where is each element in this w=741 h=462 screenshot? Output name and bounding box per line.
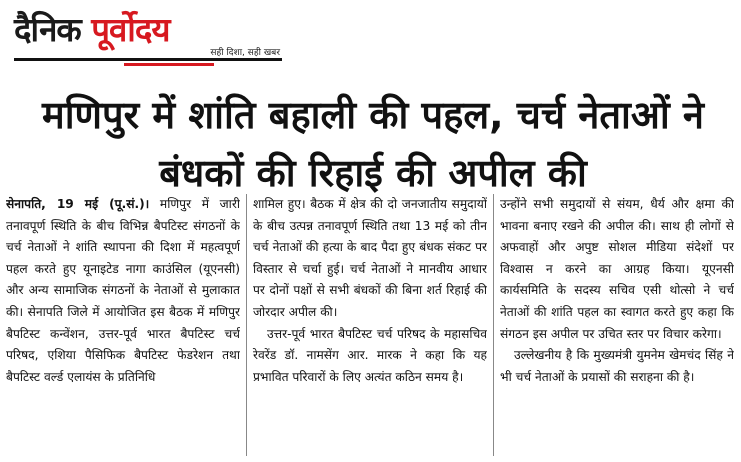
article-column-2 bbox=[246, 194, 487, 456]
article-paragraph: उल्लेखनीय है कि मुख्यमंत्री युमनेम खेमचंद सिंह ने भी चर्च नेताओं के प्रयासों की सराहना की है। bbox=[500, 348, 734, 384]
article-headline: मणिपुर में शांति बहाली की पहल, चर्च नेताओं ने बंधकों की रिहाई की अपील की bbox=[41, 93, 704, 195]
article-dateline: सेनापति, 19 मई (पू.सं.)। bbox=[6, 197, 150, 211]
logo-text-black: दैनिक bbox=[14, 10, 92, 49]
article-column-3 bbox=[493, 194, 734, 456]
newspaper-logo bbox=[14, 6, 170, 51]
article-paragraph: शामिल हुए। बैठक में क्षेत्र की दो जनजातीय समुदायों के बीच उत्पन्न तनावपूर्ण स्थिति तथा 13 मई को तीन चर्च नेताओं की हत्या के बाद पैदा हुए बंधक संकट पर विस्तार से चर्चा हुई। चर्च नेताओं ने मानवीय आधार पर दोनों पक्षों से सभी बंधकों की बिना शर्त रिहाई की जोरदार अपील की। bbox=[253, 197, 487, 319]
masthead-tagline: सही दिशा, सही खबर bbox=[210, 48, 280, 58]
article-paragraph: मणिपुर में जारी तनावपूर्ण स्थिति के बीच विभिन्न बैपटिस्ट संगठनों के चर्च नेताओं ने शांति स्थापना की दिशा में महत्वपूर्ण पहल करते हुए यूनाइटेड नागा काउंसिल (यूएनसी) और अन्य सामाजिक संगठनों के नेताओं से मुलाकात की। सेनापति जिले में आयोजित इस बैठक में मणिपुर बैपटिस्ट कन्वेंशन, उत्तर-पूर्व भारत बैपटिस्ट चर्च परिषद, एशिया पैसिफिक बैपटिस्ट फेडरेशन तथा बैपटिस्ट वर्ल्ड एलायंस के प्रतिनिधि bbox=[6, 197, 240, 384]
masthead-rule bbox=[14, 58, 282, 61]
masthead-accent-rule bbox=[124, 63, 214, 66]
logo-text-red: पूर्वोदय bbox=[91, 10, 170, 49]
article-paragraph: उत्तर-पूर्व भारत बैपटिस्ट चर्च परिषद के महासचिव रेवरेंड डॉ. नामसेंग आर. मारक ने कहा कि यह प्रभावित परिवारों के लिए अत्यंत कठिन समय है। bbox=[253, 326, 487, 384]
masthead bbox=[14, 6, 286, 72]
article-column-1 bbox=[6, 194, 240, 456]
article-body bbox=[6, 194, 734, 456]
article-paragraph: उन्होंने सभी समुदायों से संयम, धैर्य और क्षमा की भावना बनाए रखने की अपील की। साथ ही लोगों से अफवाहों और अपुष्ट सोशल मीडिया संदेशों पर विश्वास न करने का आग्रह किया। यूएनसी कार्यसमिति के सदस्य सचिव एसी थोत्सो ने चर्च नेताओं की शांति पहल का स्वागत करते हुए कहा कि संगठन इस अपील पर उचित स्तर पर विचार करेगा। bbox=[500, 197, 734, 341]
